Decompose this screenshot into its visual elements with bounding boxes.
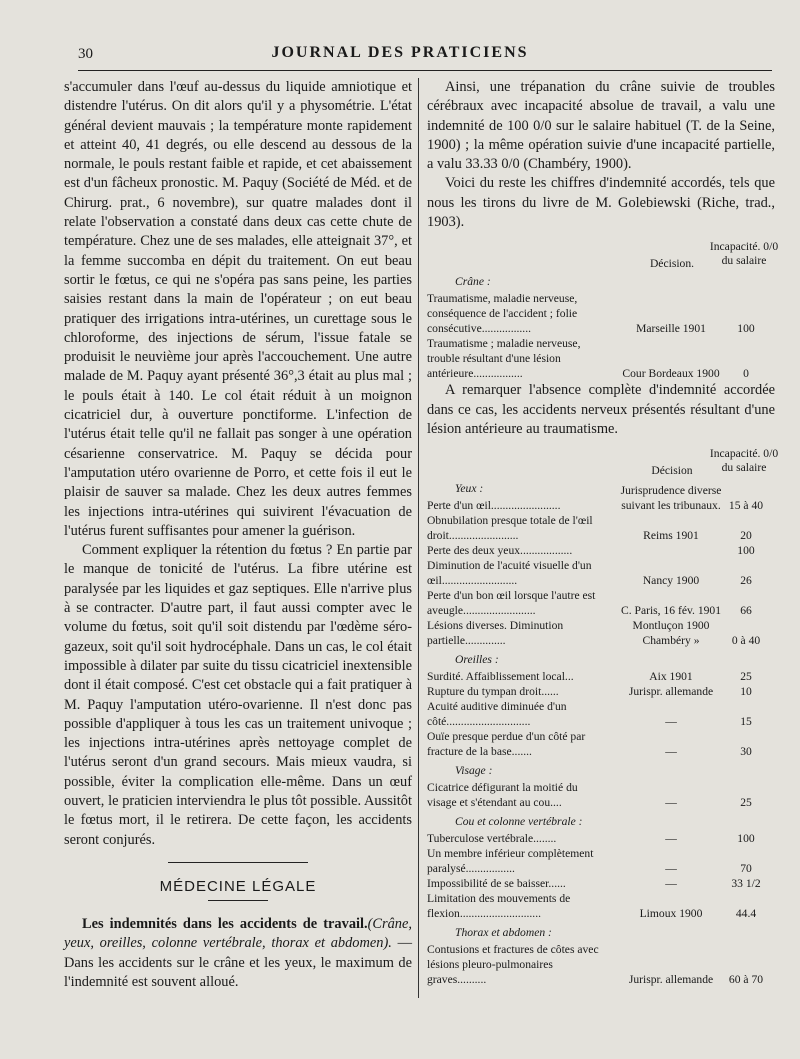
row-decision: — xyxy=(665,715,677,729)
row-decision: Aix 1901 xyxy=(649,670,693,684)
row-decision: Reims 1901 xyxy=(643,529,699,543)
table-body xyxy=(427,481,775,987)
table-row xyxy=(427,558,775,588)
table-row xyxy=(427,543,775,558)
row-incapacity: 0 xyxy=(743,367,749,381)
left-column xyxy=(64,78,412,992)
table-row xyxy=(427,780,775,810)
table-category: Visage : xyxy=(455,764,493,778)
row-incapacity: 26 xyxy=(740,574,752,588)
right-column xyxy=(427,78,779,987)
row-decision: Jurispr. allemande xyxy=(628,685,714,699)
row-decision: Jurisprudence diverse suivant les tribunaux. xyxy=(620,484,722,513)
row-incapacity: 100 xyxy=(737,544,755,558)
article-subtitle: (Crâne, yeux, oreilles, colonne vertébrale, thorax et abdomen). xyxy=(64,916,412,952)
row-label: Perte des deux yeux.................. xyxy=(427,544,573,558)
journal-title: JOURNAL DES PRATICIENS xyxy=(271,44,529,61)
table-row xyxy=(427,729,775,759)
row-label: Acuité auditive diminuée d'un côté............................. xyxy=(427,700,567,729)
table-row xyxy=(427,669,775,684)
row-incapacity: 20 xyxy=(740,529,752,543)
row-incapacity: 66 xyxy=(740,604,752,618)
row-label: Impossibilité de se baisser...... xyxy=(427,877,566,891)
column-divider xyxy=(418,78,419,998)
table-row xyxy=(427,831,775,846)
row-label: Traumatisme, maladie nerveuse, conséquence de l'accident ; folie consécutive................. xyxy=(427,292,578,336)
table-row xyxy=(427,846,775,876)
row-incapacity: 0 à 40 xyxy=(731,634,761,648)
row-label: Un membre inférieur complètement paralysé................. xyxy=(427,847,594,876)
row-incapacity: 15 à 40 xyxy=(728,499,764,513)
row-decision: Jurispr. allemande xyxy=(628,973,714,987)
row-decision: — xyxy=(665,796,677,810)
row-label: Obnubilation presque totale de l'œil droit........................ xyxy=(427,514,593,543)
row-label: Contusions et fractures de côtes avec lésions pleuro-pulmonaires graves.......... xyxy=(427,943,599,987)
table-row xyxy=(427,876,775,891)
row-label: Limitation des mouvements de flexion............................ xyxy=(427,892,571,921)
row-incapacity: 25 xyxy=(740,796,752,810)
row-incapacity: 100 xyxy=(737,832,755,846)
article-lead xyxy=(64,915,412,992)
table-row xyxy=(427,684,775,699)
table-category: Cou et colonne vertébrale : xyxy=(455,815,583,829)
indemnity-table-crane xyxy=(427,240,779,381)
table-body xyxy=(427,274,775,381)
row-label: Traumatisme ; maladie nerveuse, trouble résultant d'une lésion antérieure................. xyxy=(427,337,581,381)
section-underline xyxy=(208,900,268,901)
header-rule xyxy=(78,70,772,71)
paragraph: s'accumuler dans l'œuf au-dessus du liquide amniotique et distendre l'utérus. On dit alors qu'il y a physométrie. L'état général devient mauvais ; la température monte rapidement et atteint 40, 41 degrés, ou elle descend au dessous de la normale, le pouls restant faible et rapide, et cet abaissement est d'un fâcheux pronostic. M. Paquy (Société de Méd. et de Chirurg. prat., 6 novembre), sur quatre malades dont il relate l'observation a constaté dans deux cas cette chute de température. Chez une de ses malades, elle atteignait 37°, et la femme succomba en dépit du traitement. On eut beau sortir le fœtus, ce qui ne s'opéra pas sans peine, les parties saisies restant dans la main de l'opérateur ; on eut beau pratiquer des irrigations intra-utérines, un curettage sous le chloroforme, des injections de sérum, l'issue fatale se produisit le neuvième jour après l'accouchement. Une autre malade de M. Paquy ayant présenté 36°,3 était au plus mal ; le pouls était à 140. Le col était réduit à un moignon cicatriciel dur, à ouverture ponctiforme. L'infection de l'utérus était telle qu'il ne fallait pas songer à une opération césarienne conservatrice. M. Paquy se décida pour l'amputation utéro ovarienne de Porro, et cette fois il eut le plaisir de sauver sa malade. Chez les deux autres femmes les injections intra-utérines qui suivirent l'évacuation de l'utérus furent suffisantes pour amener la guérison. xyxy=(64,79,412,539)
row-incapacity: 33 1/2 xyxy=(731,877,761,891)
row-label: Perte d'un bon œil lorsque l'autre est aveugle......................... xyxy=(427,589,596,618)
row-incapacity: 70 xyxy=(740,862,752,876)
table-row xyxy=(427,336,775,381)
row-incapacity: 60 à 70 xyxy=(728,973,764,987)
table-category: Yeux : xyxy=(455,482,484,496)
row-incapacity: 30 xyxy=(740,745,752,759)
row-decision: — xyxy=(665,862,677,876)
row-incapacity: 44.4 xyxy=(735,907,757,921)
table-row xyxy=(427,942,775,987)
row-decision: — xyxy=(665,745,677,759)
table-row xyxy=(427,891,775,921)
decision-header: Décision. xyxy=(649,257,695,271)
table-category: Oreilles : xyxy=(455,653,499,667)
table-row xyxy=(427,513,775,543)
table-category: Thorax et abdomen : xyxy=(455,926,552,940)
row-decision: — xyxy=(665,832,677,846)
row-label: Surdité. Affaiblissement local... xyxy=(427,670,574,684)
table-row xyxy=(427,618,775,648)
row-decision: Marseille 1901 xyxy=(636,322,706,336)
table-row xyxy=(427,699,775,729)
table-header xyxy=(427,447,779,478)
table-row xyxy=(427,588,775,618)
page-number: 30 xyxy=(78,46,93,62)
table-category: Crâne : xyxy=(455,275,491,289)
table-header xyxy=(427,240,779,271)
table-row xyxy=(427,291,775,336)
row-decision: C. Paris, 16 fév. 1901 xyxy=(620,604,722,618)
row-label: Perte d'un œil........................ xyxy=(427,499,561,513)
row-decision: — xyxy=(665,877,677,891)
row-label: Tuberculose vertébrale........ xyxy=(427,832,557,846)
row-label: Rupture du tympan droit...... xyxy=(427,685,559,699)
row-label: Ouïe presque perdue d'un côté par fracture de la base....... xyxy=(427,730,586,759)
section-rule xyxy=(168,862,308,863)
row-decision: Limoux 1900 xyxy=(639,907,703,921)
indemnity-table-body-parts xyxy=(427,447,779,987)
row-decision: Montluçon 1900 Chambéry » xyxy=(632,619,710,648)
article-intro: — Dans les accidents sur le crâne et les yeux, le maximum de l'indemnité est souvent alloué. xyxy=(64,935,412,991)
section-title: MÉDECINE LÉGALE xyxy=(159,877,317,895)
row-decision: Cour Bordeaux 1900 xyxy=(622,367,720,381)
row-incapacity: 25 xyxy=(740,670,752,684)
row-decision: Nancy 1900 xyxy=(642,574,700,588)
table-note: A remarquer l'absence complète d'indemnité accordée dans ce cas, les accidents nerveux présentés résultant d'une lésion antérieure au traumatisme. xyxy=(427,382,775,437)
article-title: Les indemnités dans les accidents de travail. xyxy=(82,916,368,933)
row-label: Lésions diverses. Diminution partielle.............. xyxy=(427,619,564,648)
row-label: Cicatrice défigurant la moitié du visage et s'étendant au cou.... xyxy=(427,781,578,810)
paragraph: Comment expliquer la rétention du fœtus ? En partie par le manque de tonicité de l'utérus. La fibre utérine est paralysée par les liquides et gaz septiques. Elle n'arrive plus à se contracter. D'autre part, il faut aussi compter avec le volume du fœtus, soit qu'il soit distendu par l'œdème séro-gazeux, soit qu'il soit hydrocéphale. Dans un cas, le col était impossible à dilater par suite du tissu cicatriciel inextensible dont il était composé. C'est cet obstacle qui a fait pratiquer à M. Paquy l'amputation utéro-ovarienne. Il n'est donc pas possible d'appliquer à tous les cas un traitement univoque ; les injections intra-utérines après nettoyage complet de l'utérus seront d'un grand secours. Mais mieux vaudra, si possible, éviter la complication elle-même. Dans un œuf ouvert, le praticien interviendra le plus tôt possible. Aussitôt le fœtus mort, il le retirera. De cette façon, les accidents seront conjurés. xyxy=(64,542,412,848)
paragraph: Ainsi, une trépanation du crâne suivie de troubles cérébraux avec incapacité absolue de travail, a valu une indemnité de 100 0/0 sur le salaire habituel (T. de la Seine, 1900) ; la même opération suivie d'une incapacité partielle, a valu 33.33 0/0 (Chambéry, 1900). xyxy=(427,79,775,173)
row-label: Diminution de l'acuité visuelle d'un œil.......................... xyxy=(427,559,592,588)
row-incapacity: 15 xyxy=(740,715,752,729)
paragraph: Voici du reste les chiffres d'indemnité accordés, tels que nous les tirons du livre de M. Golebiewski (Riche, trad., 1903). xyxy=(427,175,775,231)
row-incapacity: 10 xyxy=(740,685,752,699)
incapacity-header: Incapacité. 0/0 du salaire xyxy=(709,240,779,268)
row-incapacity: 100 xyxy=(737,322,755,336)
decision-header: Décision xyxy=(651,464,693,478)
incapacity-header: Incapacité. 0/0 du salaire xyxy=(709,447,779,475)
